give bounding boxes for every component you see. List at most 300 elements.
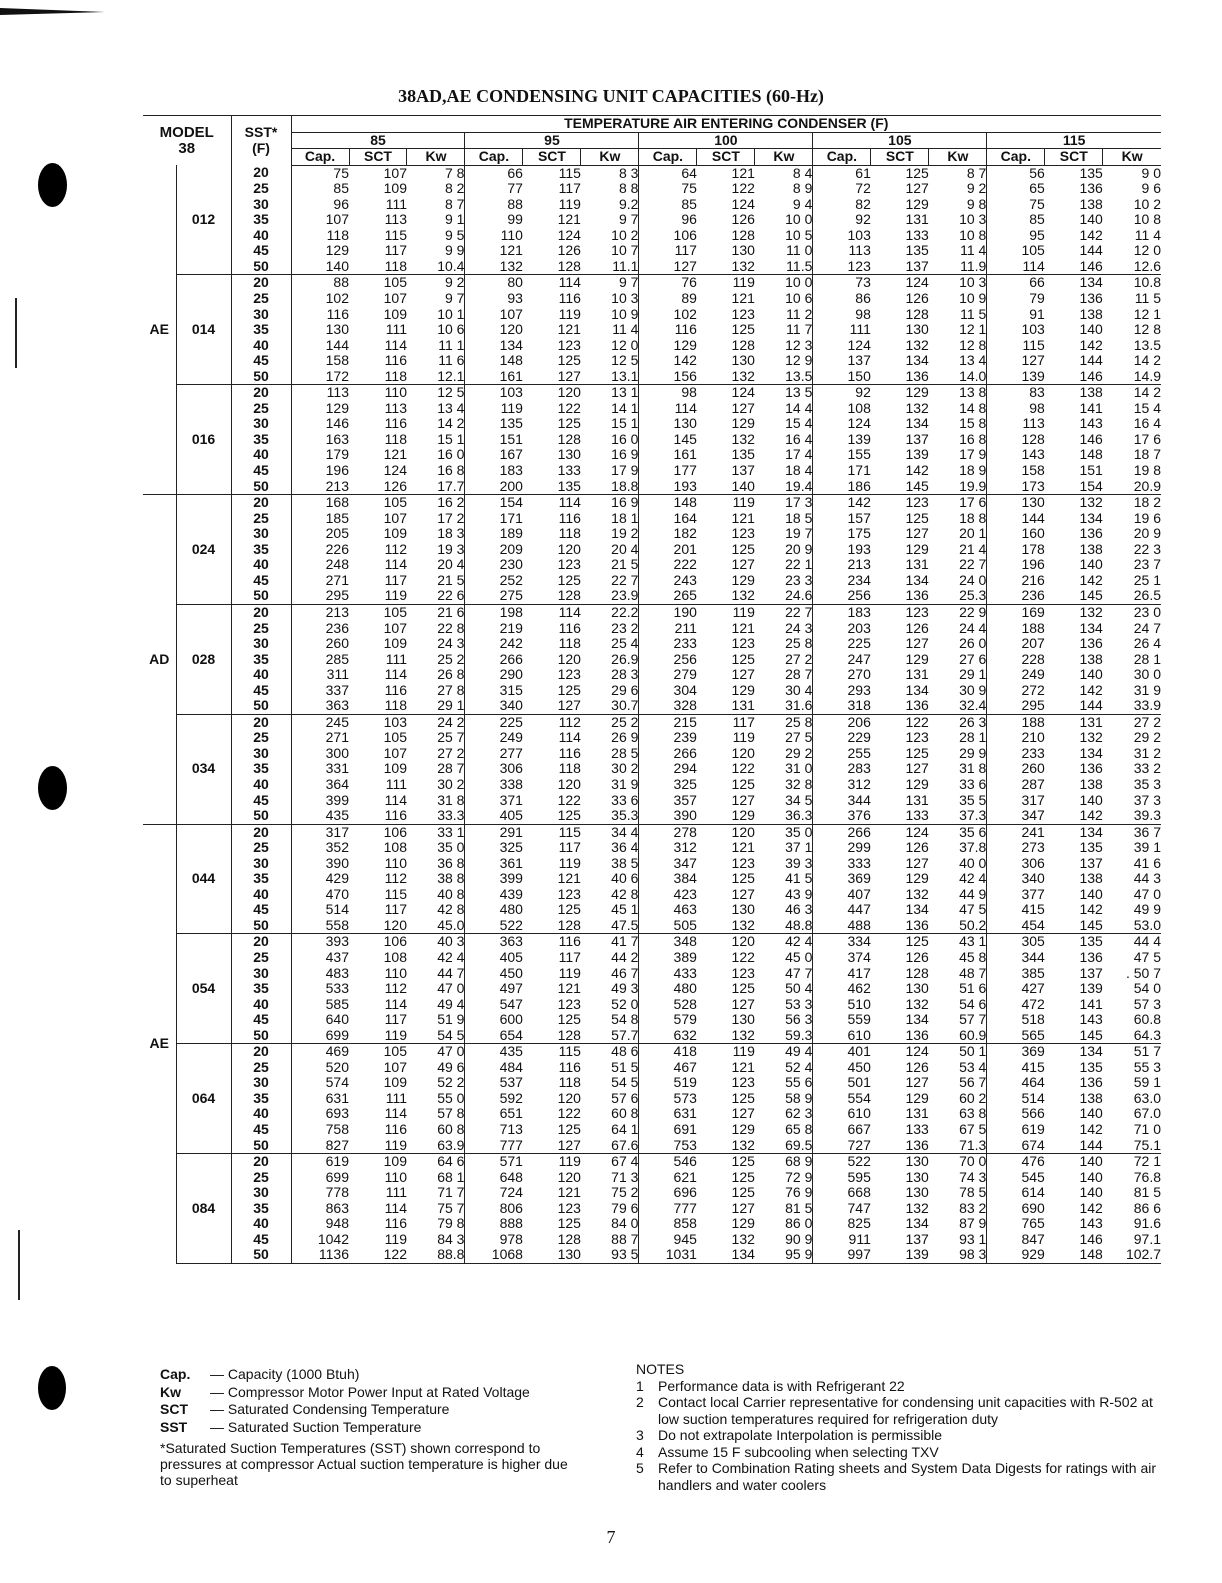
cell-kw: 31 9	[611, 775, 639, 792]
cell-sct: 115	[558, 823, 581, 840]
sst-value: 30	[231, 1075, 291, 1091]
cell-sct: 125	[557, 901, 581, 918]
legend-definition: — Compressor Motor Power Input at Rated Voltage	[210, 1383, 530, 1400]
table-row	[143, 243, 1161, 259]
cell-cap: 228	[987, 652, 1045, 668]
cell-cap: 352	[291, 840, 349, 856]
cell-kw: 47.5	[581, 918, 639, 934]
cell-sct: 113	[384, 211, 407, 228]
cell-kw: 22 7	[959, 556, 987, 573]
cell-sct: 107	[383, 164, 407, 181]
cell-kw: 20 4	[437, 556, 465, 573]
cell-sct: 119	[349, 588, 407, 604]
cell-cap: 139	[813, 432, 871, 448]
cell-cap: 158	[291, 353, 349, 369]
cell-kw: 49 4	[437, 995, 465, 1012]
table-row	[143, 1138, 1161, 1154]
cell-kw: 18.8	[581, 479, 639, 495]
col-header-cap: Cap.	[639, 149, 697, 166]
note-text: Refer to Combination Rating sheets and System Data Digests for ratings with air handlers and water coolers	[658, 1460, 1157, 1493]
cell-sct: 123	[557, 556, 581, 573]
cell-kw: 72 9	[785, 1168, 813, 1185]
cell-cap: 205	[291, 526, 349, 542]
cell-kw: 56 3	[785, 1011, 813, 1028]
cell-kw: 51 9	[437, 1011, 465, 1028]
cell-kw: 31 2	[1133, 744, 1161, 761]
cell-cap: 435	[291, 808, 349, 824]
cell-kw: 97.1	[1133, 1230, 1161, 1247]
cell-cap: 614	[987, 1185, 1045, 1201]
cell-cap: 160	[987, 526, 1045, 542]
cell-cap: 249	[987, 667, 1045, 683]
cell-kw: 17 6	[1133, 430, 1161, 447]
cell-kw: 26 8	[437, 666, 465, 683]
cell-cap: 315	[465, 683, 523, 699]
cell-kw: 13.5	[1133, 336, 1161, 353]
cell-sct: 120	[731, 823, 755, 840]
cell-cap: 167	[465, 447, 523, 463]
cell-sct: 117	[384, 242, 407, 259]
cell-cap: 75	[639, 181, 697, 197]
cell-cap: 233	[639, 636, 697, 652]
cell-sct: 115	[384, 226, 407, 243]
cell-kw: 11 2	[786, 305, 813, 322]
cell-sct: 143	[1079, 1011, 1103, 1028]
table-row	[143, 1216, 1161, 1232]
cell-kw: 8 3	[618, 164, 639, 181]
cell-cap: 418	[639, 1044, 697, 1060]
cell-kw: 64 6	[437, 1153, 465, 1170]
cell-cap: 156	[639, 369, 697, 385]
cell-sct: 120	[731, 933, 755, 950]
cell-sct: 123	[731, 1074, 755, 1091]
legend-item	[160, 1384, 530, 1402]
cell-kw: 19.9	[929, 479, 987, 495]
sst-value: 40	[231, 887, 291, 903]
cell-kw: 65 8	[785, 1121, 813, 1137]
table-row	[143, 1170, 1161, 1186]
cell-sct: 134	[1079, 619, 1103, 636]
cell-cap: 278	[639, 824, 697, 840]
cell-sct: 127	[905, 854, 929, 871]
sst-value: 25	[231, 730, 291, 746]
cell-sct: 123	[731, 635, 755, 652]
cell-cap: 230	[465, 557, 523, 573]
cell-kw: 40 0	[959, 854, 987, 871]
cell-sct: 111	[385, 775, 407, 792]
temp-115-header: 115	[987, 132, 1161, 149]
cell-cap: 290	[465, 667, 523, 683]
cell-sct: 119	[732, 274, 755, 291]
cell-sct: 137	[905, 430, 929, 447]
cell-cap: 911	[813, 1232, 871, 1248]
cell-cap: 450	[465, 966, 523, 982]
cell-sct: 132	[697, 1138, 755, 1154]
cell-kw: 14.0	[929, 369, 987, 385]
cell-sct: 130	[523, 1247, 581, 1263]
cell-cap: 233	[987, 746, 1045, 762]
cell-kw: 19 3	[437, 540, 465, 557]
cell-sct: 130	[731, 352, 755, 369]
cell-sct: 131	[697, 698, 755, 714]
model-code: 024	[176, 495, 231, 605]
cell-kw: 49 9	[1133, 901, 1161, 918]
cell-kw: 49 4	[785, 1043, 813, 1060]
cell-kw: 35 0	[437, 839, 465, 856]
cell-sct: 106	[383, 933, 407, 950]
cell-kw: 33.3	[407, 808, 465, 824]
cell-kw: 57.7	[581, 1028, 639, 1044]
cell-sct: 136	[871, 918, 929, 934]
col-header-sct: SCT	[871, 149, 929, 166]
cell-kw: 16 0	[437, 446, 465, 463]
sst-unit-label: (F)	[252, 139, 270, 156]
cell-kw: 37.8	[959, 839, 987, 856]
notes	[636, 1361, 1166, 1493]
cell-sct: 128	[731, 336, 755, 353]
cell-cap: 272	[987, 683, 1045, 699]
cell-sct: 142	[1079, 681, 1103, 698]
cell-cap: 185	[291, 511, 349, 527]
cell-kw: 11.5	[755, 259, 813, 275]
cell-kw: 31.6	[755, 698, 813, 714]
cell-cap: 325	[465, 840, 523, 856]
cell-cap: 585	[291, 997, 349, 1013]
cell-cap: 724	[465, 1185, 523, 1201]
cell-sct: 140	[1079, 1184, 1103, 1201]
cell-cap: 291	[465, 824, 523, 840]
cell-sct: 129	[905, 540, 929, 557]
sst-value: 30	[231, 966, 291, 982]
cell-kw: 51 5	[611, 1058, 639, 1075]
cell-kw: 49 3	[611, 980, 639, 997]
cell-sct: 129	[731, 1215, 755, 1232]
cell-sct: 138	[1079, 305, 1103, 322]
note-number: 3	[636, 1427, 644, 1443]
cell-kw: 52 2	[437, 1074, 465, 1091]
cell-sct: 124	[905, 274, 929, 291]
cell-cap: 777	[465, 1138, 523, 1154]
cell-cap: 143	[987, 447, 1045, 463]
cell-sct: 130	[905, 321, 929, 338]
cell-cap: 226	[291, 542, 349, 558]
cell-cap: 668	[813, 1185, 871, 1201]
cell-cap: 334	[813, 934, 871, 950]
cell-cap: 158	[987, 463, 1045, 479]
cell-kw: 20 1	[959, 525, 987, 542]
cell-cap: 247	[813, 652, 871, 668]
cell-cap: 439	[465, 887, 523, 903]
model-code: 034	[176, 714, 231, 824]
cell-sct: 127	[731, 556, 755, 573]
cell-sct: 131	[905, 666, 929, 683]
cell-cap: 139	[987, 369, 1045, 385]
cell-kw: 55 0	[437, 1089, 465, 1106]
cell-kw: 39 1	[1133, 839, 1161, 856]
cell-cap: 142	[813, 495, 871, 511]
cell-sct: 121	[557, 321, 581, 338]
cell-kw: 38 8	[437, 870, 465, 887]
cell-sct: 135	[905, 242, 929, 259]
cell-kw: 12 5	[437, 384, 465, 401]
cell-sct: 134	[1079, 823, 1103, 840]
cell-sct: 110	[384, 854, 407, 871]
cell-kw: 28 7	[785, 666, 813, 683]
note-number: 4	[636, 1443, 644, 1460]
cell-cap: 163	[291, 432, 349, 448]
cell-cap: 279	[639, 667, 697, 683]
cell-kw: 12 8	[959, 336, 987, 353]
cell-kw: 10 3	[959, 274, 987, 291]
cell-cap: 505	[639, 918, 697, 934]
cell-sct: 119	[558, 1153, 581, 1170]
cell-sct: 125	[557, 1011, 581, 1028]
cell-sct: 126	[905, 619, 929, 636]
cell-sct: 117	[384, 1011, 407, 1028]
cell-cap: 102	[291, 291, 349, 307]
table-row	[143, 1122, 1161, 1138]
cell-kw: 11 4	[1134, 226, 1161, 243]
cell-kw: 19 8	[1133, 462, 1161, 479]
cell-kw: 10 3	[959, 211, 987, 228]
cell-sct: 128	[557, 430, 581, 447]
cell-sct: 120	[557, 1168, 581, 1185]
cell-cap: 92	[813, 212, 871, 228]
cell-cap: 948	[291, 1216, 349, 1232]
cell-sct: 117	[384, 571, 407, 588]
cell-cap: 72	[813, 181, 871, 197]
cell-cap: 203	[813, 621, 871, 637]
cell-kw: 12 1	[959, 321, 987, 338]
cell-cap: 66	[465, 165, 523, 181]
cell-cap: 454	[987, 918, 1045, 934]
cell-sct: 116	[558, 1058, 581, 1075]
cell-cap: 357	[639, 793, 697, 809]
cell-sct: 110	[384, 1168, 407, 1185]
cell-kw: 69.5	[755, 1138, 813, 1154]
model-code: 014	[176, 275, 231, 385]
cell-sct: 143	[1079, 415, 1103, 432]
cell-sct: 125	[731, 540, 755, 557]
cell-cap: 483	[291, 966, 349, 982]
cell-cap: 189	[465, 526, 523, 542]
cell-cap: 215	[639, 714, 697, 730]
cell-kw: 83 2	[959, 1199, 987, 1216]
cell-sct: 118	[558, 525, 581, 542]
cell-cap: 497	[465, 981, 523, 997]
cell-kw: 71 3	[611, 1168, 639, 1185]
cell-sct: 114	[384, 666, 407, 683]
cell-sct: 116	[558, 290, 581, 307]
cell-sct: 119	[732, 1043, 755, 1060]
cell-cap: 266	[639, 746, 697, 762]
cell-kw: 79 6	[611, 1199, 639, 1216]
sst-value: 30	[231, 307, 291, 323]
cell-kw: 68 1	[437, 1168, 465, 1185]
cell-kw: 35 3	[1133, 775, 1161, 792]
cell-kw: 42 4	[959, 870, 987, 887]
cell-sct: 127	[905, 525, 929, 542]
cell-kw: 29 9	[959, 744, 987, 761]
cell-cap: 929	[987, 1247, 1045, 1263]
legend-term: Kw	[160, 1383, 181, 1400]
cell-kw: 11.1	[581, 259, 639, 275]
cell-cap: 120	[465, 322, 523, 338]
cell-kw: 30 2	[611, 760, 639, 777]
cell-sct: 145	[1045, 588, 1103, 604]
cell-kw: 22 9	[959, 603, 987, 620]
cell-kw: 42 8	[611, 885, 639, 902]
cell-sct: 123	[731, 964, 755, 981]
cell-cap: 537	[465, 1075, 523, 1091]
cell-sct: 132	[1079, 494, 1103, 511]
sst-value: 50	[231, 369, 291, 385]
cell-sct: 138	[1079, 384, 1103, 401]
table-row	[143, 1012, 1161, 1028]
cell-kw: 36.3	[755, 808, 813, 824]
cell-cap: 344	[987, 950, 1045, 966]
cell-cap: 102	[639, 307, 697, 323]
cell-kw: 21 6	[437, 603, 465, 620]
cell-sct: 123	[731, 854, 755, 871]
table-row	[143, 902, 1161, 918]
cell-sct: 118	[558, 760, 581, 777]
cell-cap: 713	[465, 1122, 523, 1138]
cell-kw: 27 6	[959, 650, 987, 667]
cell-cap: 106	[639, 228, 697, 244]
cell-sct: 119	[558, 195, 581, 212]
cell-sct: 138	[1079, 775, 1103, 792]
cell-sct: 142	[1045, 808, 1103, 824]
cell-cap: 65	[987, 181, 1045, 197]
cell-cap: 73	[813, 275, 871, 291]
cell-sct: 105	[383, 494, 407, 511]
cell-cap: 213	[291, 604, 349, 620]
note-number: 1	[636, 1377, 644, 1394]
legend-term: SST	[160, 1418, 188, 1435]
cell-cap: 579	[639, 1012, 697, 1028]
cell-kw: 7 8	[445, 164, 465, 181]
cell-cap: 619	[291, 1154, 349, 1170]
cell-sct: 127	[731, 791, 755, 808]
cell-kw: 46 7	[611, 964, 639, 981]
cell-sct: 114	[384, 1199, 407, 1216]
cell-sct: 121	[731, 619, 755, 636]
cell-cap: 207	[987, 636, 1045, 652]
cell-sct: 126	[905, 948, 929, 965]
cell-sct: 116	[558, 933, 581, 950]
cell-sct: 140	[1079, 321, 1103, 338]
cell-sct: 121	[557, 1184, 581, 1201]
cell-sct: 119	[558, 854, 581, 871]
note-number: 2	[636, 1394, 644, 1410]
cell-kw: 9 4	[792, 195, 813, 212]
cell-cap: 256	[813, 588, 871, 604]
cell-kw: 30 4	[785, 681, 813, 698]
legend-item	[160, 1401, 530, 1419]
cell-cap: 727	[813, 1138, 871, 1154]
cell-kw: 57 8	[437, 1105, 465, 1122]
table-row	[143, 714, 1161, 730]
cell-cap: 592	[465, 1091, 523, 1107]
cell-cap: 80	[465, 275, 523, 291]
capacity-table	[143, 115, 1161, 1264]
cell-cap: 648	[465, 1170, 523, 1186]
table-row	[143, 840, 1161, 856]
table-row	[143, 981, 1161, 997]
cell-cap: 696	[639, 1185, 697, 1201]
cell-cap: 287	[987, 777, 1045, 793]
cell-sct: 116	[384, 352, 407, 369]
cell-cap: 182	[639, 526, 697, 542]
cell-cap: 747	[813, 1201, 871, 1217]
cell-sct: 123	[557, 885, 581, 902]
table-row	[143, 557, 1161, 573]
cell-cap: 690	[987, 1201, 1045, 1217]
cell-cap: 161	[465, 369, 523, 385]
table-row	[143, 542, 1161, 558]
table-row	[143, 353, 1161, 369]
cell-cap: 206	[813, 714, 871, 730]
cell-sct: 122	[731, 180, 755, 197]
cell-sct: 134	[905, 415, 929, 432]
cell-kw: 76.8	[1133, 1168, 1161, 1185]
cell-sct: 116	[349, 808, 407, 824]
cell-kw: 40 8	[437, 885, 465, 902]
cell-cap: 190	[639, 604, 697, 620]
cell-cap: 245	[291, 714, 349, 730]
cell-cap: 76	[639, 275, 697, 291]
cell-cap: 407	[813, 887, 871, 903]
table-row	[143, 495, 1161, 511]
cell-sct: 124	[557, 226, 581, 243]
cell-sct: 131	[905, 211, 929, 228]
cell-sct: 119	[732, 729, 755, 746]
cell-kw: 58 9	[785, 1089, 813, 1106]
cell-cap: 300	[291, 746, 349, 762]
cell-sct: 140	[1079, 1153, 1103, 1170]
cell-cap: 390	[639, 808, 697, 824]
cell-sct: 110	[384, 964, 407, 981]
sst-value: 45	[231, 463, 291, 479]
cell-cap: 135	[465, 416, 523, 432]
cell-sct: 107	[383, 1058, 407, 1075]
table-row	[143, 1232, 1161, 1248]
cell-cap: 631	[639, 1106, 697, 1122]
cell-cap: 96	[291, 197, 349, 213]
cell-sct: 120	[557, 650, 581, 667]
cell-sct: 118	[384, 430, 407, 447]
cell-cap: 574	[291, 1075, 349, 1091]
cell-kw: 10 9	[959, 290, 987, 307]
cell-sct: 132	[905, 399, 929, 416]
model-code: 054	[176, 934, 231, 1044]
cell-cap: 945	[639, 1232, 697, 1248]
cell-cap: 528	[639, 997, 697, 1013]
cell-kw: 37 3	[1133, 791, 1161, 808]
cell-sct: 122	[731, 948, 755, 965]
sst-value: 40	[231, 777, 291, 793]
cell-sct: 140	[697, 479, 755, 495]
cell-cap: 377	[987, 887, 1045, 903]
cell-cap: 333	[813, 856, 871, 872]
cell-sct: 127	[731, 666, 755, 683]
cell-kw: 14 8	[959, 399, 987, 416]
cell-sct: 134	[905, 901, 929, 918]
cell-cap: 124	[813, 338, 871, 354]
table-row	[143, 338, 1161, 354]
cell-kw: 60.9	[929, 1028, 987, 1044]
